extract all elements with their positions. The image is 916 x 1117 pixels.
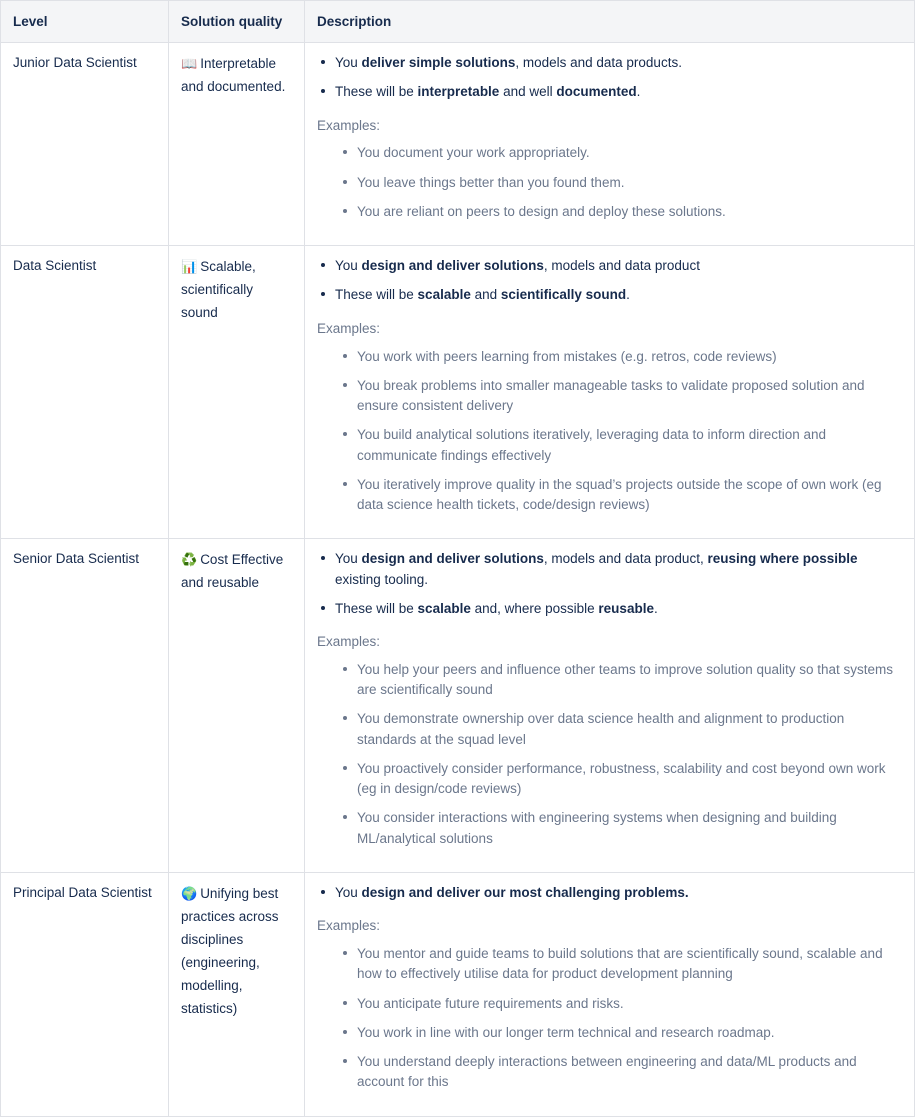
- example-item: You iteratively improve quality in the squad’s projects outside the scope of own work (eg data science health tickets, code/design reviews): [339, 475, 902, 516]
- examples-label: Examples:: [317, 918, 381, 934]
- example-item: You consider interactions with engineering systems when designing and building ML/analytical solutions: [339, 808, 902, 849]
- example-item: You demonstrate ownership over data science health and alignment to production standards at the squad level: [339, 709, 902, 750]
- column-header-solution-quality: Solution quality: [169, 1, 305, 43]
- main-point-item: These will be scalable and, where possible reusable.: [317, 599, 902, 619]
- table-row: [1, 872, 915, 1116]
- cell-solution-quality: [169, 43, 305, 246]
- column-header-description: Description: [305, 1, 915, 43]
- examples-list: [317, 347, 902, 516]
- examples-label: Examples:: [317, 320, 381, 336]
- cell-level: Principal Data Scientist: [1, 872, 169, 1116]
- example-item: You proactively consider performance, robustness, scalability and cost beyond own work (eg in design/code reviews): [339, 759, 902, 800]
- example-item: You work in line with our longer term technical and research roadmap.: [339, 1023, 902, 1043]
- example-item: You build analytical solutions iteratively, leveraging data to inform direction and communicate findings effectively: [339, 425, 902, 466]
- solution-quality-text: Interpretable and documented.: [181, 56, 286, 94]
- examples-list: [317, 944, 902, 1093]
- main-point-item: You deliver simple solutions, models and data products.: [317, 53, 902, 73]
- cell-description: [305, 872, 915, 1116]
- example-item: You break problems into smaller manageable tasks to validate proposed solution and ensure consistent delivery: [339, 376, 902, 417]
- example-item: You work with peers learning from mistakes (e.g. retros, code reviews): [339, 347, 902, 367]
- main-point-item: These will be interpretable and well documented.: [317, 82, 902, 102]
- example-item: You understand deeply interactions between engineering and data/ML products and account for this: [339, 1052, 902, 1093]
- example-item: You leave things better than you found them.: [339, 173, 902, 193]
- examples-label: Examples:: [317, 117, 381, 133]
- examples-label: Examples:: [317, 634, 381, 650]
- example-item: You mentor and guide teams to build solutions that are scientifically sound, scalable and how to effectively utilise data for product development planning: [339, 944, 902, 985]
- cell-solution-quality: [169, 246, 305, 539]
- cell-level: Junior Data Scientist: [1, 43, 169, 246]
- globe-icon: 🌍: [181, 885, 198, 901]
- main-point-item: You design and deliver solutions, models and data product: [317, 256, 902, 276]
- cell-level: Data Scientist: [1, 246, 169, 539]
- column-header-level: Level: [1, 1, 169, 43]
- recycle-icon: ♻️: [181, 552, 198, 568]
- solution-quality-text: Unifying best practices across disciplines (engineering, modelling, statistics): [181, 885, 279, 1016]
- open-book-icon: 📖: [181, 56, 198, 71]
- cell-description: [305, 539, 915, 873]
- header-row: [1, 1, 915, 43]
- cell-level: Senior Data Scientist: [1, 539, 169, 873]
- main-points-list: [317, 883, 902, 903]
- bar-chart-icon: 📊: [181, 259, 198, 275]
- cell-solution-quality: [169, 539, 305, 873]
- main-points-list: [317, 256, 902, 306]
- cell-description: [305, 43, 915, 246]
- solution-quality-text: Scalable, scientifically sound: [181, 259, 256, 321]
- main-points-list: [317, 549, 902, 619]
- table-header: [1, 1, 915, 43]
- example-item: You anticipate future requirements and risks.: [339, 994, 902, 1014]
- example-item: You are reliant on peers to design and deploy these solutions.: [339, 202, 902, 222]
- table-row: [1, 43, 915, 246]
- table-row: [1, 246, 915, 539]
- examples-list: [317, 660, 902, 849]
- example-item: You document your work appropriately.: [339, 143, 902, 163]
- example-item: You help your peers and influence other teams to improve solution quality so that systems are scientifically sound: [339, 660, 902, 701]
- main-point-item: You design and deliver our most challenging problems.: [317, 883, 902, 903]
- main-point-item: These will be scalable and scientifically sound.: [317, 285, 902, 305]
- table-body: [1, 43, 915, 1117]
- examples-list: [317, 143, 902, 222]
- cell-description: [305, 246, 915, 539]
- cell-solution-quality: [169, 872, 305, 1116]
- solution-quality-text: Cost Effective and reusable: [181, 552, 284, 591]
- table-row: [1, 539, 915, 873]
- main-points-list: [317, 53, 902, 103]
- main-point-item: You design and deliver solutions, models and data product, reusing where possible existing tooling.: [317, 549, 902, 590]
